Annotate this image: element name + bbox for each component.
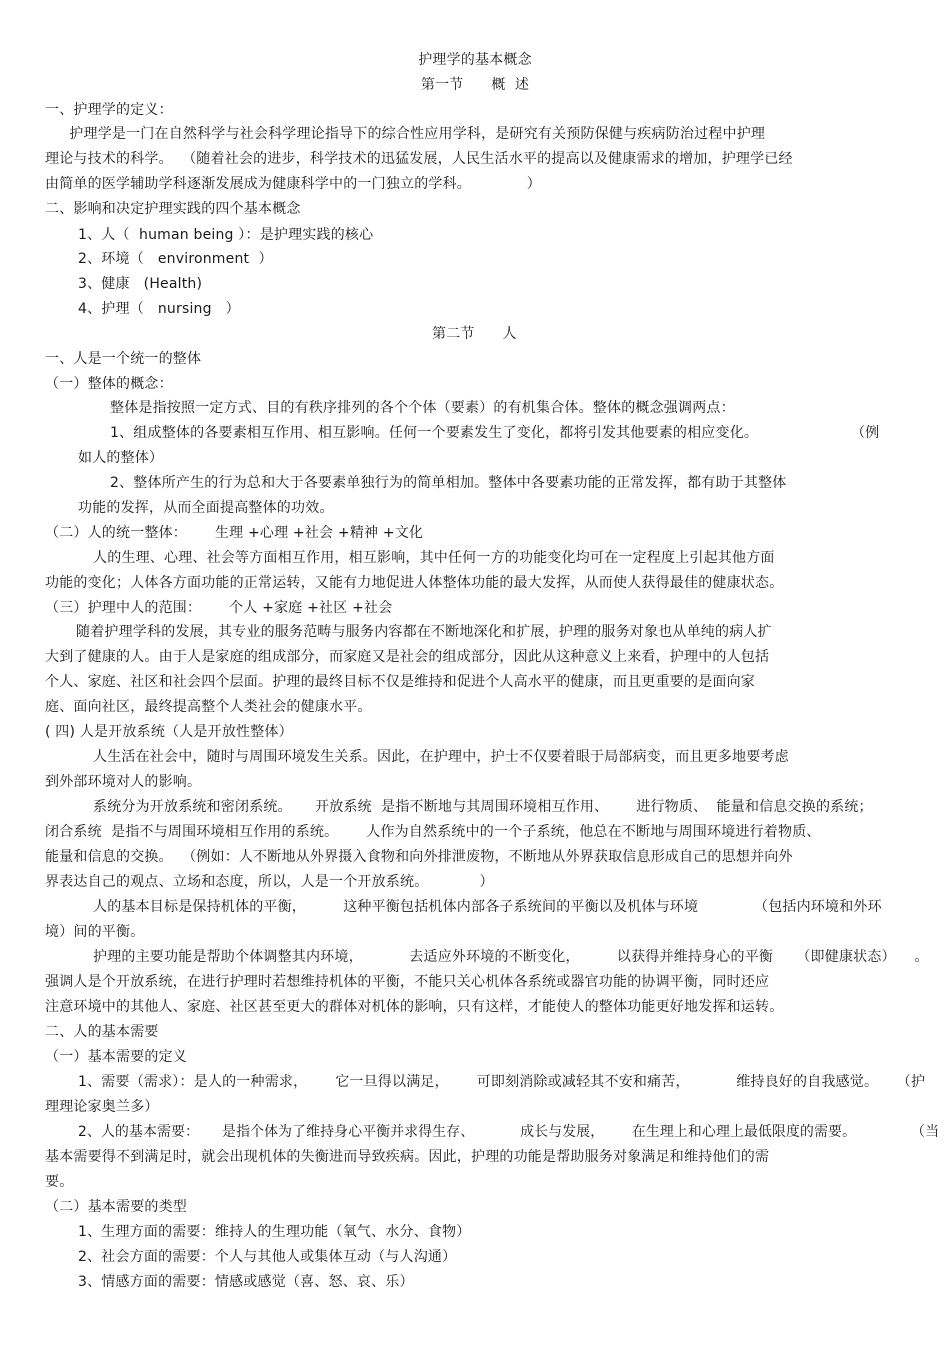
heading: 二、人的基本需要 bbox=[45, 1024, 159, 1040]
subheading: （二）基本需要的类型 bbox=[45, 1199, 187, 1215]
heading: 一、人是一个统一的整体 bbox=[45, 351, 202, 367]
paragraph-line: 1、组成整体的各要素相互作用、相互影响。任何一个要素发生了变化，都将引发其他要素的相应变化。 （例 bbox=[110, 425, 880, 441]
paragraph-line: 人的生理、心理、社会等方面相互作用，相互影响，其中任何一方的功能变化均可在一定程度上引起其他方面 bbox=[93, 550, 775, 566]
paragraph-line: 到外部环境对人的影响。 bbox=[45, 774, 202, 790]
paragraph-line: 如人的整体） bbox=[78, 450, 164, 466]
paragraph-line: 护理学是一门在自然科学与社会科学理论指导下的综合性应用学科，是研究有关预防保健与疾病防治过程中护理 bbox=[60, 126, 766, 142]
list-item: 3、情感方面的需要：情感或感觉（喜、怒、哀、乐） bbox=[78, 1274, 414, 1290]
paragraph-line: 随着护理学科的发展，其专业的服务范畴与服务内容都在不断地深化和扩展，护理的服务对象也从单纯的病人扩 bbox=[76, 624, 772, 640]
subheading: （二）人的统一整体： 生理 +心理 +社会 +精神 +文化 bbox=[45, 525, 424, 541]
paragraph-line: 注意环境中的其他人、家庭、社区甚至更大的群体对机体的影响，只有这样，才能使人的整体功能更好地发挥和运转。 bbox=[45, 999, 784, 1015]
paragraph-line: 强调人是个开放系统，在进行护理时若想维持机体的平衡，不能只关心机体各系统或器官功能的协调平衡，同时还应 bbox=[45, 974, 770, 990]
paragraph-line: 境）间的平衡。 bbox=[45, 924, 145, 940]
paragraph-line: 能量和信息的交换。 （例如：人不断地从外界摄入食物和向外排泄废物，不断地从外界获取信息形成自己的思想并向外 bbox=[45, 849, 793, 865]
paragraph-line: 理论与技术的科学。 （随着社会的进步，科学技术的迅猛发展，人民生活水平的提高以及健康需求的增加，护理学已经 bbox=[45, 151, 793, 167]
paragraph-line: 庭、面向社区，最终提高整个人类社会的健康水平。 bbox=[45, 699, 372, 715]
paragraph-line: 人生活在社会中，随时与周围环境发生关系。因此，在护理中，护士不仅要着眼于局部病变，而且更多地要考虑 bbox=[93, 749, 789, 765]
list-item: 2、社会方面的需要：个人与其他人或集体互动（与人沟通） bbox=[78, 1249, 457, 1265]
subheading: ( 四) 人是开放系统（人是开放性整体） bbox=[45, 724, 293, 740]
paragraph-line: 2、整体所产生的行为总和大于各要素单独行为的简单相加。整体中各要素功能的正常发挥，都有助于其整体 bbox=[110, 475, 787, 491]
paragraph-line: 2、人的基本需要： 是指个体为了维持身心平衡并求得生存、 成长与发展， 在生理上和心理上最低限度的需要。 （当 bbox=[78, 1124, 940, 1140]
section-heading: 第二节 人 bbox=[432, 326, 517, 342]
list-item: 1、生理方面的需要：维持人的生理功能（氧气、水分、食物） bbox=[78, 1224, 471, 1240]
paragraph-line: 1、需要（需求）：是人的一种需求， 它一旦得以满足， 可即刻消除或减轻其不安和痛苦， 维持良好的自我感觉。 （护 bbox=[78, 1074, 926, 1090]
heading: 二、影响和决定护理实践的四个基本概念 bbox=[45, 201, 301, 217]
subheading: （一）整体的概念： bbox=[45, 376, 173, 392]
subheading: （一）基本需要的定义 bbox=[45, 1049, 187, 1065]
paragraph-line: 整体是指按照一定方式、目的有秩序排列的各个个体（要素）的有机集合体。整体的概念强调两点： bbox=[110, 400, 735, 416]
paragraph-line: 个人、家庭、社区和社会四个层面。护理的最终目标不仅是维持和促进个人高水平的健康，而且更重要的是面向家 bbox=[45, 674, 755, 690]
paragraph-line: 要。 bbox=[45, 1174, 74, 1190]
paragraph-line: 理理论家奥兰多） bbox=[45, 1099, 159, 1115]
section-heading: 第一节 概 述 bbox=[420, 77, 530, 93]
list-item: 4、护理（ nursing ） bbox=[78, 301, 240, 317]
paragraph-line: 护理的主要功能是帮助个体调整其内环境， 去适应外环境的不断变化， 以获得并维持身心的平衡 （即健康状态） 。 bbox=[93, 949, 929, 965]
paragraph-line: 人的基本目标是保持机体的平衡， 这种平衡包括机体内部各子系统间的平衡以及机体与环境 （包括内环境和外环 bbox=[93, 899, 882, 915]
paragraph-line: 系统分为开放系统和密闭系统。 开放系统 是指不断地与其周围环境相互作用、 进行物质、 能量和信息交换的系统； bbox=[93, 799, 873, 815]
subheading: （三）护理中人的范围： 个人 +家庭 +社区 +社会 bbox=[45, 600, 393, 616]
paragraph-line: 由简单的医学辅助学科逐渐发展成为健康科学中的一门独立的学科。 ） bbox=[45, 176, 542, 192]
paragraph-line: 功能的变化；人体各方面功能的正常运转，又能有力地促进人体整体功能的最大发挥，从而使人获得最佳的健康状态。 bbox=[45, 575, 784, 591]
list-item: 2、环境（ environment ） bbox=[78, 251, 273, 267]
list-item: 3、健康 (Health) bbox=[78, 276, 203, 292]
paragraph-line: 闭合系统 是指不与周围环境相互作用的系统。 人作为自然系统中的一个子系统，他总在不断地与周围环境进行着物质、 bbox=[45, 824, 821, 840]
paragraph-line: 大到了健康的人。由于人是家庭的组成部分，而家庭又是社会的组成部分，因此从这种意义上来看，护理中的人包括 bbox=[45, 649, 770, 665]
heading: 一、护理学的定义： bbox=[45, 102, 173, 118]
paragraph-line: 功能的发挥，从而全面提高整体的功效。 bbox=[78, 500, 334, 516]
list-item: 1、人（ human being ）：是护理实践的核心 bbox=[78, 227, 374, 243]
paragraph-line: 界表达自己的观点、立场和态度，所以，人是一个开放系统。 ） bbox=[45, 874, 494, 890]
document-title: 护理学的基本概念 bbox=[418, 52, 532, 68]
paragraph-line: 基本需要得不到满足时，就会出现机体的失衡进而导致疾病。因此，护理的功能是帮助服务对象满足和维持他们的需 bbox=[45, 1149, 770, 1165]
